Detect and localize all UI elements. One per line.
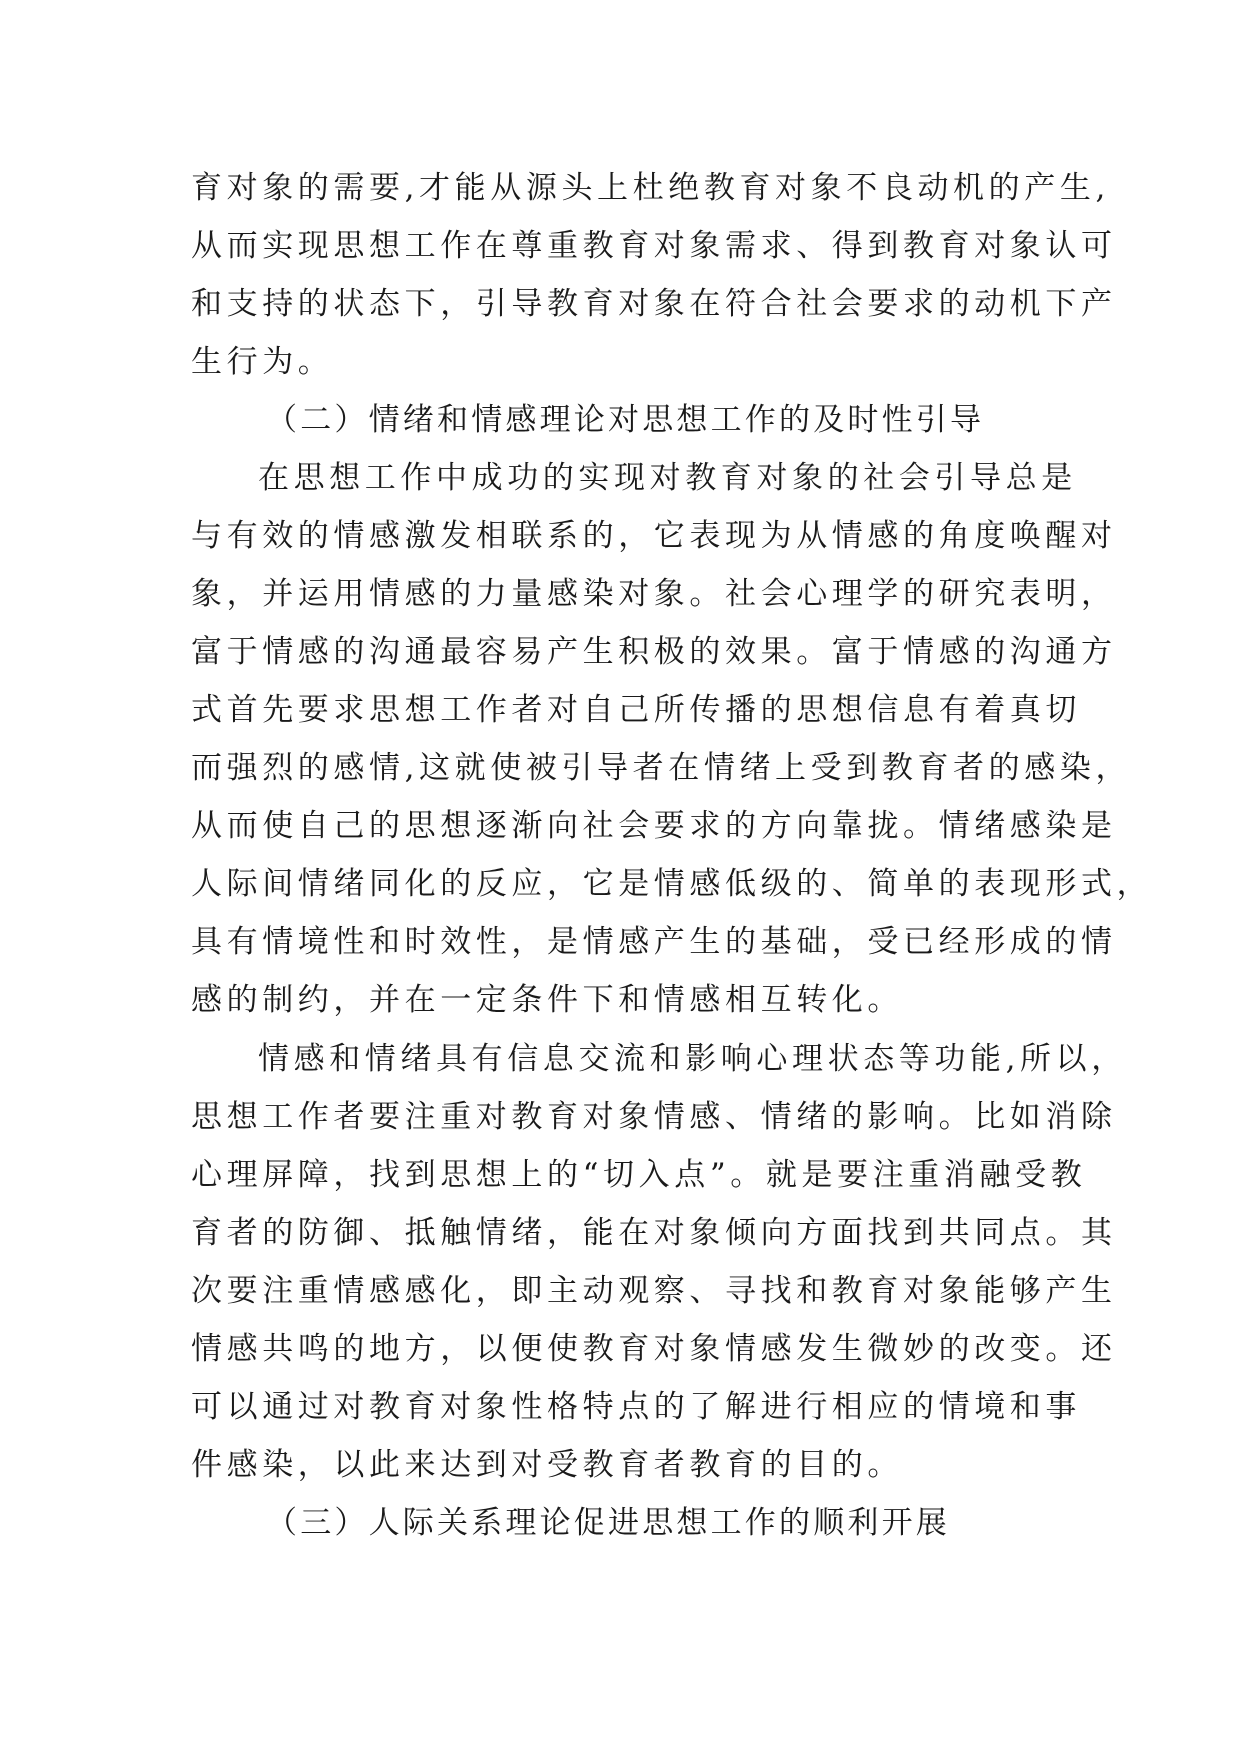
paragraph-line: 件感染，以此来达到对受教育者教育的目的。 — [191, 1447, 903, 1483]
paragraph-line: 从而实现思想工作在尊重教育对象需求、得到教育对象认可 — [191, 228, 1117, 264]
paragraph-line: 在思想工作中成功的实现对教育对象的社会引导总是 — [258, 460, 1077, 496]
paragraph-line: 思想工作者要注重对教育对象情感、情绪的影响。比如消除 — [191, 1099, 1117, 1135]
paragraph-line: 感的制约，并在一定条件下和情感相互转化。 — [191, 982, 903, 1018]
paragraph-line: 生行为。 — [191, 344, 334, 380]
paragraph-line: 象，并运用情感的力量感染对象。社会心理学的研究表明， — [191, 576, 1117, 612]
paragraph-line: 次要注重情感感化，即主动观察、寻找和教育对象能够产生 — [191, 1273, 1117, 1309]
paragraph-line: 育者的防御、抵触情绪，能在对象倾向方面找到共同点。其 — [191, 1215, 1117, 1251]
paragraph-line: 具有情境性和时效性，是情感产生的基础，受已经形成的情 — [191, 924, 1117, 960]
paragraph-line: 情感和情绪具有信息交流和影响心理状态等功能,所以， — [258, 1041, 1127, 1077]
section-heading-3: （三）人际关系理论促进思想工作的顺利开展 — [266, 1505, 950, 1541]
paragraph-line: 情感共鸣的地方，以便使教育对象情感发生微妙的改变。还 — [191, 1331, 1117, 1367]
paragraph-line: 心理屏障，找到思想上的“切入点”。就是要注重消融受教 — [191, 1157, 1087, 1193]
paragraph-line: 式首先要求思想工作者对自己所传播的思想信息有着真切 — [191, 692, 1081, 728]
paragraph-line: 可以通过对教育对象性格特点的了解进行相应的情境和事 — [191, 1389, 1081, 1425]
paragraph-line: 人际间情绪同化的反应，它是情感低级的、简单的表现形式， — [191, 866, 1153, 902]
paragraph-line: 富于情感的沟通最容易产生积极的效果。富于情感的沟通方 — [191, 634, 1117, 670]
section-heading-2: （二）情绪和情感理论对思想工作的及时性引导 — [266, 402, 985, 438]
paragraph-line: 育对象的需要,才能从源头上杜绝教育对象不良动机的产生, — [191, 170, 1110, 206]
paragraph-line: 从而使自己的思想逐渐向社会要求的方向靠拢。情绪感染是 — [191, 808, 1117, 844]
paragraph-line: 和支持的状态下，引导教育对象在符合社会要求的动机下产 — [191, 286, 1117, 322]
paragraph-line: 与有效的情感激发相联系的，它表现为从情感的角度唤醒对 — [191, 518, 1117, 554]
paragraph-line: 而强烈的感情,这就使被引导者在情绪上受到教育者的感染， — [191, 750, 1132, 786]
